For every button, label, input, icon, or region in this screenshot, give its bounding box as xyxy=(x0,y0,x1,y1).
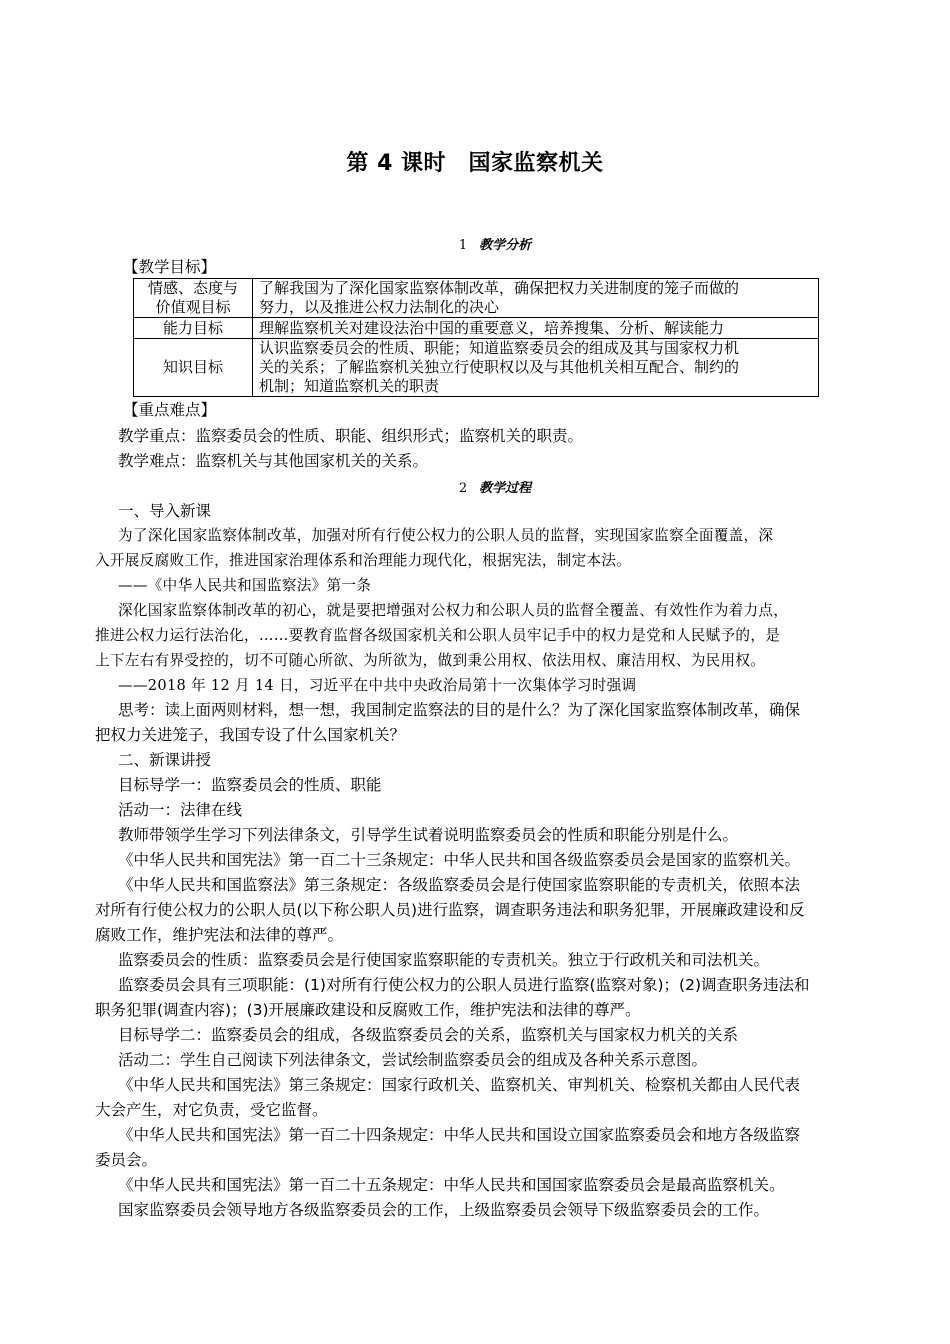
paragraph-line: 教师带领学生学习下列法律条文，引导学生试着说明监察委员会的性质和职能分别是什么。 xyxy=(118,826,739,844)
quote-line: 深化国家监察体制改革的初心，就是要把增强对公权力和公职人员的监督全覆盖、有效性作为着力点， xyxy=(118,602,789,619)
paragraph-line: 大会产生，对它负责，受它监督。 xyxy=(95,1101,328,1119)
subheading: 活动一：法律在线 xyxy=(118,801,243,819)
table-row xyxy=(134,339,819,397)
subheading: 活动二：学生自己阅读下列法律条文，尝试绘制监察委员会的组成及各种关系示意图。 xyxy=(118,1051,708,1069)
paragraph-line: 对所有行使公权力的公职人员(以下称公职人员)进行监察，调查职务违法和职务犯罪，开展廉政建设和反 xyxy=(95,901,805,919)
quote-line: 入开展反腐败工作，推进国家治理体系和治理能力现代化，根据宪法，制定本法。 xyxy=(95,552,632,569)
paragraph-line: 《中华人民共和国监察法》第三条规定：各级监察委员会是行使国家监察职能的专责机关，依照本法 xyxy=(118,876,801,894)
quote-source: ——《中华人民共和国监察法》第一条 xyxy=(118,577,372,594)
objective-label: 能力目标 xyxy=(134,318,253,339)
paragraph-line: 职务犯罪(调查内容)；(3)开展廉政建设和反腐败工作，维护宪法和法律的尊严。 xyxy=(95,1001,641,1019)
section-heading-process xyxy=(0,477,950,496)
quote-line: 推进公权力运行法治化，……要教育监督各级国家机关和公职人员牢记手中的权力是党和人民赋予的，是 xyxy=(95,627,781,644)
paragraph-line: 监察委员会具有三项职能：(1)对所有行使公权力的公职人员进行监察(监察对象)；(2)调查职务违法和 xyxy=(118,976,810,994)
objective-label: 情感、态度与 价值观目标 xyxy=(134,279,253,318)
keypoints-heading: 【重点难点】 xyxy=(123,401,217,419)
section-label: 教学分析 xyxy=(479,238,532,253)
quote-line: 为了深化国家监察体制改革，加强对所有行使公权力的公职人员的监督，实现国家监察全面覆盖，深 xyxy=(118,527,774,544)
page-title: 第 4 课时 国家监察机关 xyxy=(346,151,604,176)
paragraph-line: 《中华人民共和国宪法》第一百二十五条规定：中华人民共和国国家监察委员会是最高监察机关。 xyxy=(118,1176,785,1194)
paragraph-line: 委员会。 xyxy=(95,1151,158,1169)
quote-line: 上下左右有界受控的，切不可随心所欲、为所欲为，做到秉公用权、依法用权、廉洁用权、为民用权。 xyxy=(95,652,766,669)
section-number: 2 xyxy=(458,481,468,496)
table-row xyxy=(134,318,819,339)
paragraph-line: 《中华人民共和国宪法》第一百二十三条规定：中华人民共和国各级监察委员会是国家的监察机关。 xyxy=(118,851,801,869)
objectives-heading: 【教学目标】 xyxy=(123,258,217,276)
subheading: 目标导学一：监察委员会的性质、职能 xyxy=(118,776,382,794)
paragraph-line: 国家监察委员会领导地方各级监察委员会的工作，上级监察委员会领导下级监察委员会的工作。 xyxy=(118,1201,770,1219)
objective-text: 理解监察机关对建设法治中国的重要意义，培养搜集、分析、解读能力 xyxy=(253,318,819,339)
key-point: 教学重点：监察委员会的性质、职能、组织形式；监察机关的职责。 xyxy=(118,427,584,445)
table-row xyxy=(134,279,819,318)
objectives-table xyxy=(133,278,819,397)
objective-label: 知识目标 xyxy=(134,339,253,397)
section-number: 1 xyxy=(458,238,468,253)
paragraph-line: 监察委员会的性质：监察委员会是行使国家监察职能的专责机关。独立于行政机关和司法机关。 xyxy=(118,951,770,969)
paragraph-line: 思考：读上面两则材料，想一想，我国制定监察法的目的是什么？为了深化国家监察体制改革，确保 xyxy=(118,701,801,719)
paragraph-line: 把权力关进笼子，我国专设了什么国家机关？ xyxy=(95,726,406,744)
difficulty: 教学难点：监察机关与其他国家机关的关系。 xyxy=(118,452,429,470)
subheading: 二、新课讲授 xyxy=(118,751,212,769)
quote-source: ——2018 年 12 月 14 日，习近平在中共中央政治局第十一次集体学习时强调 xyxy=(118,677,637,694)
section-heading-analysis xyxy=(0,234,950,253)
paragraph-line: 《中华人民共和国宪法》第三条规定：国家行政机关、监察机关、审判机关、检察机关都由人民代表 xyxy=(118,1076,801,1094)
objective-text: 了解我国为了深化国家监察体制改革，确保把权力关进制度的笼子而做的 努力，以及推进公权力法制化的决心 xyxy=(253,279,819,318)
paragraph-line: 《中华人民共和国宪法》第一百二十四条规定：中华人民共和国设立国家监察委员会和地方各级监察 xyxy=(118,1126,801,1144)
paragraph-line: 腐败工作，维护宪法和法律的尊严。 xyxy=(95,926,344,944)
objective-text: 认识监察委员会的性质、职能；知道监察委员会的组成及其与国家权力机 关的关系；了解监察机关独立行使职权以及与其他机关相互配合、制约的 机制；知道监察机关的职责 xyxy=(253,339,819,397)
subheading: 一、导入新课 xyxy=(118,502,212,520)
subheading: 目标导学二：监察委员会的组成，各级监察委员会的关系，监察机关与国家权力机关的关系 xyxy=(118,1026,739,1044)
section-label: 教学过程 xyxy=(479,481,532,496)
